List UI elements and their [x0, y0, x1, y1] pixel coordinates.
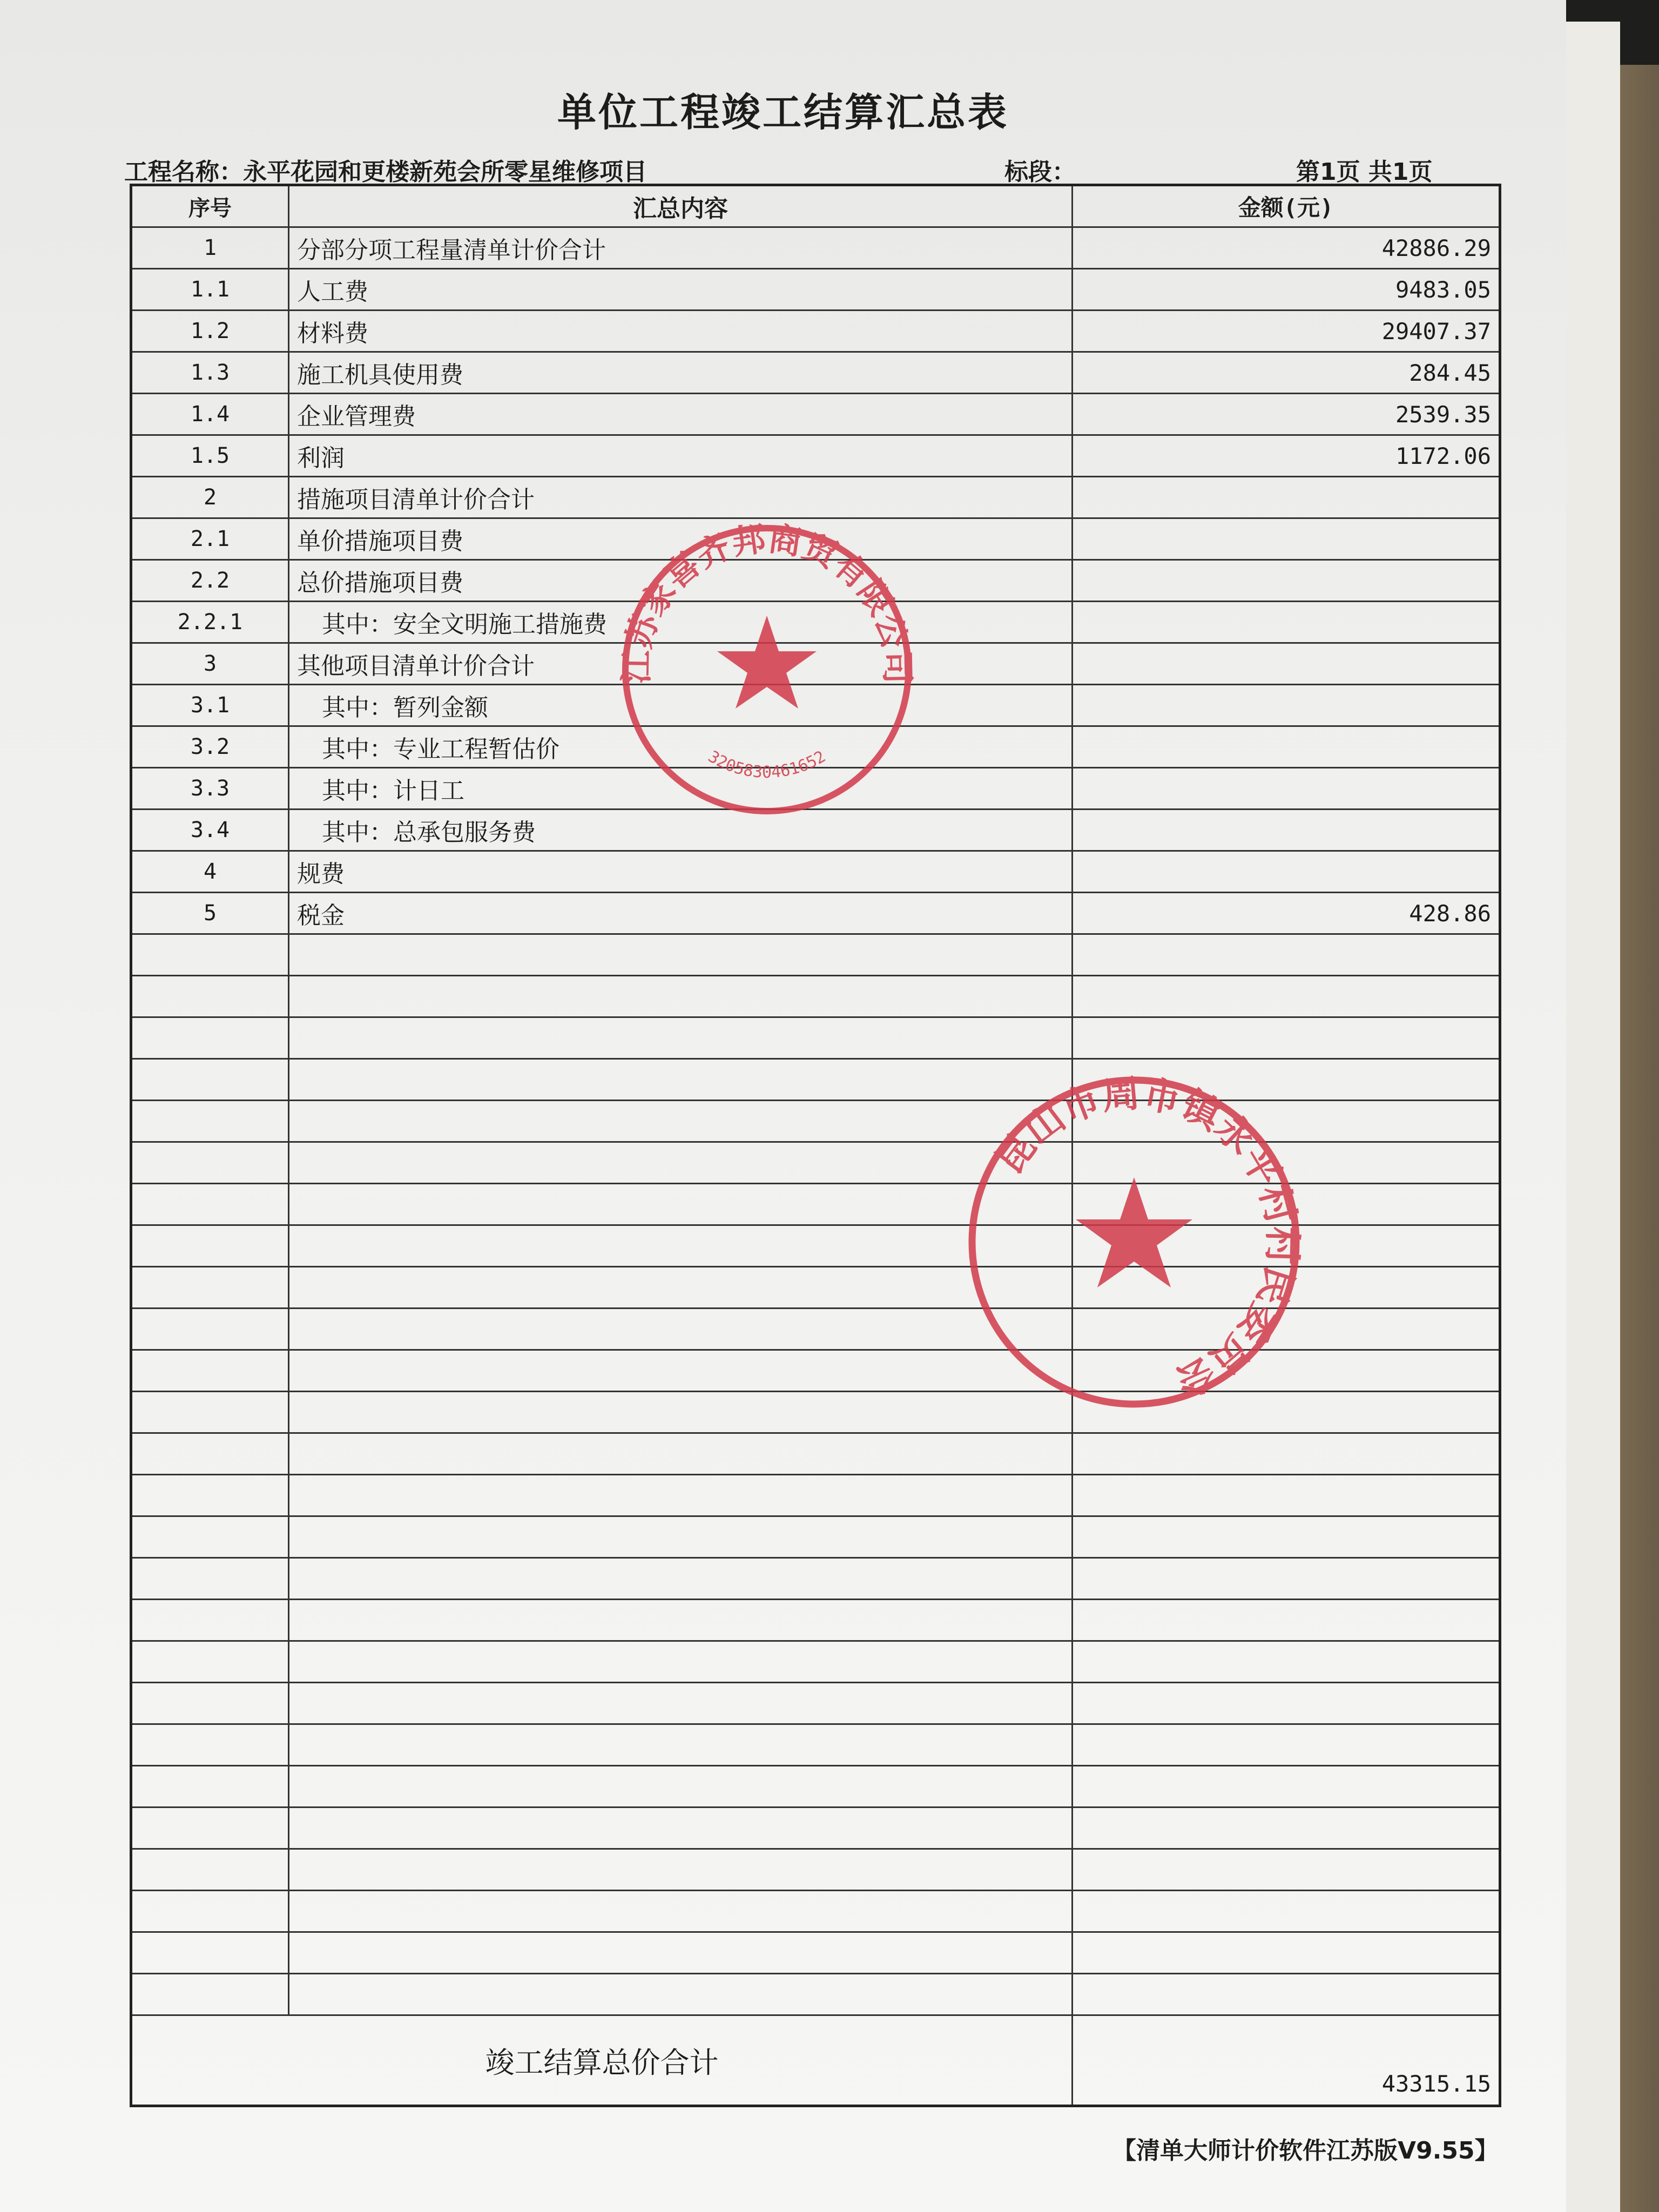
empty-cell	[289, 1932, 1073, 1974]
row-amount	[1073, 726, 1500, 768]
row-amount	[1073, 477, 1500, 518]
empty-cell	[131, 1932, 289, 1974]
empty-cell	[131, 1267, 289, 1309]
row-content: 税金	[289, 893, 1073, 934]
empty-cell	[1073, 1101, 1500, 1142]
row-amount	[1073, 643, 1500, 685]
empty-cell	[289, 1225, 1073, 1267]
row-no: 3.4	[131, 810, 289, 851]
empty-cell	[289, 1766, 1073, 1808]
row-amount: 9483.05	[1073, 269, 1500, 311]
row-no: 3.2	[131, 726, 289, 768]
summary-table	[130, 184, 1501, 2107]
table-row	[131, 643, 1500, 685]
table-row	[131, 768, 1500, 810]
empty-cell	[289, 1059, 1073, 1101]
row-content: 总价措施项目费	[289, 560, 1073, 602]
row-no: 3.3	[131, 768, 289, 810]
empty-row	[131, 1059, 1500, 1101]
empty-cell	[1073, 1142, 1500, 1184]
row-no: 3	[131, 643, 289, 685]
table-row	[131, 227, 1500, 269]
row-no: 2	[131, 477, 289, 518]
total-row	[131, 2015, 1500, 2106]
empty-cell	[131, 1184, 289, 1225]
header-no: 序号	[131, 185, 289, 227]
empty-cell	[1073, 1225, 1500, 1267]
row-no: 2.2.1	[131, 602, 289, 643]
empty-cell	[289, 1849, 1073, 1891]
empty-cell	[131, 1516, 289, 1558]
row-content: 企业管理费	[289, 394, 1073, 435]
empty-cell	[289, 976, 1073, 1017]
row-amount: 29407.37	[1073, 311, 1500, 352]
empty-cell	[1073, 1516, 1500, 1558]
row-content: 其中：计日工	[289, 768, 1073, 810]
row-content: 措施项目清单计价合计	[289, 477, 1073, 518]
empty-row	[131, 1891, 1500, 1932]
table-row	[131, 352, 1500, 394]
empty-cell	[131, 1808, 289, 1849]
section-label: 标段：	[1004, 158, 1076, 186]
empty-row	[131, 1558, 1500, 1600]
table-row	[131, 726, 1500, 768]
empty-cell	[1073, 1059, 1500, 1101]
row-no: 1.2	[131, 311, 289, 352]
empty-cell	[131, 1974, 289, 2015]
empty-cell	[131, 1641, 289, 1683]
empty-cell	[1073, 934, 1500, 976]
row-no: 1.1	[131, 269, 289, 311]
empty-row	[131, 1267, 1500, 1309]
empty-row	[131, 1433, 1500, 1475]
empty-cell	[1073, 1350, 1500, 1392]
empty-cell	[131, 976, 289, 1017]
empty-cell	[289, 1724, 1073, 1766]
row-amount: 428.86	[1073, 893, 1500, 934]
table-body	[131, 227, 1500, 2106]
row-content: 其他项目清单计价合计	[289, 643, 1073, 685]
empty-cell	[1073, 1475, 1500, 1516]
row-amount	[1073, 518, 1500, 560]
empty-cell	[131, 1101, 289, 1142]
empty-cell	[1073, 1309, 1500, 1350]
empty-row	[131, 1350, 1500, 1392]
seal-1-number: 3205830461652	[704, 747, 830, 782]
page-indicator: 第1页 共1页	[1296, 158, 1433, 186]
empty-row	[131, 1808, 1500, 1849]
project-name: 工程名称：永平花园和更楼新苑会所零星维修项目	[124, 158, 647, 186]
empty-cell	[131, 1558, 289, 1600]
empty-cell	[1073, 1724, 1500, 1766]
empty-cell	[131, 1891, 289, 1932]
empty-cell	[131, 1433, 289, 1475]
empty-cell	[289, 1392, 1073, 1433]
empty-cell	[1073, 1932, 1500, 1974]
empty-row	[131, 1184, 1500, 1225]
empty-cell	[1073, 1600, 1500, 1641]
empty-cell	[289, 1101, 1073, 1142]
row-no: 1.5	[131, 435, 289, 477]
row-no: 1.3	[131, 352, 289, 394]
row-content: 材料费	[289, 311, 1073, 352]
empty-cell	[289, 1600, 1073, 1641]
table-row	[131, 477, 1500, 518]
empty-cell	[131, 1309, 289, 1350]
empty-cell	[289, 1974, 1073, 2015]
row-amount	[1073, 810, 1500, 851]
empty-cell	[289, 1184, 1073, 1225]
empty-row	[131, 1724, 1500, 1766]
row-amount: 42886.29	[1073, 227, 1500, 269]
empty-cell	[1073, 1766, 1500, 1808]
empty-cell	[1073, 1849, 1500, 1891]
empty-cell	[131, 1350, 289, 1392]
row-content: 其中：安全文明施工措施费	[289, 602, 1073, 643]
table-row	[131, 435, 1500, 477]
table-row	[131, 311, 1500, 352]
row-amount: 1172.06	[1073, 435, 1500, 477]
empty-cell	[289, 1309, 1073, 1350]
empty-cell	[289, 1433, 1073, 1475]
software-footer: 【清单大师计价软件江苏版V9.55】	[1112, 2137, 1499, 2164]
row-content: 规费	[289, 851, 1073, 893]
row-amount: 284.45	[1073, 352, 1500, 394]
empty-cell	[289, 1475, 1073, 1516]
row-amount	[1073, 851, 1500, 893]
empty-cell	[1073, 1641, 1500, 1683]
table-row	[131, 893, 1500, 934]
row-no: 4	[131, 851, 289, 893]
empty-row	[131, 934, 1500, 976]
empty-cell	[131, 1766, 289, 1808]
row-content: 其中：总承包服务费	[289, 810, 1073, 851]
row-content: 其中：专业工程暂估价	[289, 726, 1073, 768]
table-row	[131, 810, 1500, 851]
empty-row	[131, 1309, 1500, 1350]
total-amount: 43315.15	[1073, 2015, 1500, 2106]
row-amount	[1073, 768, 1500, 810]
empty-row	[131, 1225, 1500, 1267]
empty-row	[131, 1766, 1500, 1808]
empty-cell	[131, 1683, 289, 1724]
empty-cell	[131, 1225, 289, 1267]
empty-cell	[131, 1017, 289, 1059]
empty-row	[131, 1600, 1500, 1641]
empty-cell	[1073, 1184, 1500, 1225]
row-content: 人工费	[289, 269, 1073, 311]
empty-cell	[1073, 1683, 1500, 1724]
empty-cell	[1073, 1392, 1500, 1433]
empty-cell	[289, 1683, 1073, 1724]
empty-cell	[131, 1849, 289, 1891]
empty-cell	[1073, 1017, 1500, 1059]
row-no: 3.1	[131, 685, 289, 726]
seal-1-text: 江苏家喜齐邦商贸有限公司	[616, 518, 918, 685]
table-row	[131, 269, 1500, 311]
empty-row	[131, 1142, 1500, 1184]
empty-row	[131, 1017, 1500, 1059]
empty-cell	[1073, 1433, 1500, 1475]
empty-cell	[131, 1059, 289, 1101]
row-content: 施工机具使用费	[289, 352, 1073, 394]
empty-row	[131, 1475, 1500, 1516]
table-row	[131, 685, 1500, 726]
empty-cell	[289, 1558, 1073, 1600]
row-no: 5	[131, 893, 289, 934]
empty-row	[131, 976, 1500, 1017]
row-content: 利润	[289, 435, 1073, 477]
row-no: 1.4	[131, 394, 289, 435]
document-title: 单位工程竣工结算汇总表	[557, 90, 1009, 135]
empty-row	[131, 1392, 1500, 1433]
row-amount	[1073, 560, 1500, 602]
header-content: 汇总内容	[289, 185, 1073, 227]
empty-cell	[289, 1891, 1073, 1932]
empty-cell	[289, 1350, 1073, 1392]
empty-row	[131, 1849, 1500, 1891]
table-row	[131, 518, 1500, 560]
total-label: 竣工结算总价合计	[131, 2015, 1073, 2106]
table-row	[131, 602, 1500, 643]
empty-cell	[131, 1724, 289, 1766]
empty-cell	[289, 1017, 1073, 1059]
empty-row	[131, 1974, 1500, 2015]
row-no: 2.1	[131, 518, 289, 560]
empty-cell	[1073, 1891, 1500, 1932]
row-amount	[1073, 685, 1500, 726]
table-header-row	[131, 185, 1500, 227]
header-amount: 金额(元)	[1073, 185, 1500, 227]
row-no: 1	[131, 227, 289, 269]
table-row	[131, 851, 1500, 893]
empty-row	[131, 1683, 1500, 1724]
empty-cell	[131, 1142, 289, 1184]
empty-cell	[1073, 976, 1500, 1017]
empty-cell	[1073, 1558, 1500, 1600]
table-row	[131, 560, 1500, 602]
row-content: 其中：暂列金额	[289, 685, 1073, 726]
empty-cell	[1073, 1808, 1500, 1849]
empty-cell	[131, 1392, 289, 1433]
row-content: 分部分项工程量清单计价合计	[289, 227, 1073, 269]
empty-cell	[289, 1641, 1073, 1683]
row-no: 2.2	[131, 560, 289, 602]
row-content: 单价措施项目费	[289, 518, 1073, 560]
row-amount: 2539.35	[1073, 394, 1500, 435]
empty-cell	[289, 1516, 1073, 1558]
empty-cell	[289, 1142, 1073, 1184]
empty-cell	[131, 934, 289, 976]
empty-cell	[1073, 1267, 1500, 1309]
empty-cell	[289, 1808, 1073, 1849]
row-amount	[1073, 602, 1500, 643]
table-row	[131, 394, 1500, 435]
empty-row	[131, 1516, 1500, 1558]
empty-cell	[131, 1475, 289, 1516]
empty-row	[131, 1101, 1500, 1142]
empty-row	[131, 1641, 1500, 1683]
seal-2-text: 昆山市周市镇永平村村民委员会	[986, 1071, 1305, 1405]
empty-row	[131, 1932, 1500, 1974]
empty-cell	[1073, 1974, 1500, 2015]
empty-cell	[131, 1600, 289, 1641]
empty-cell	[289, 1267, 1073, 1309]
empty-cell	[289, 934, 1073, 976]
